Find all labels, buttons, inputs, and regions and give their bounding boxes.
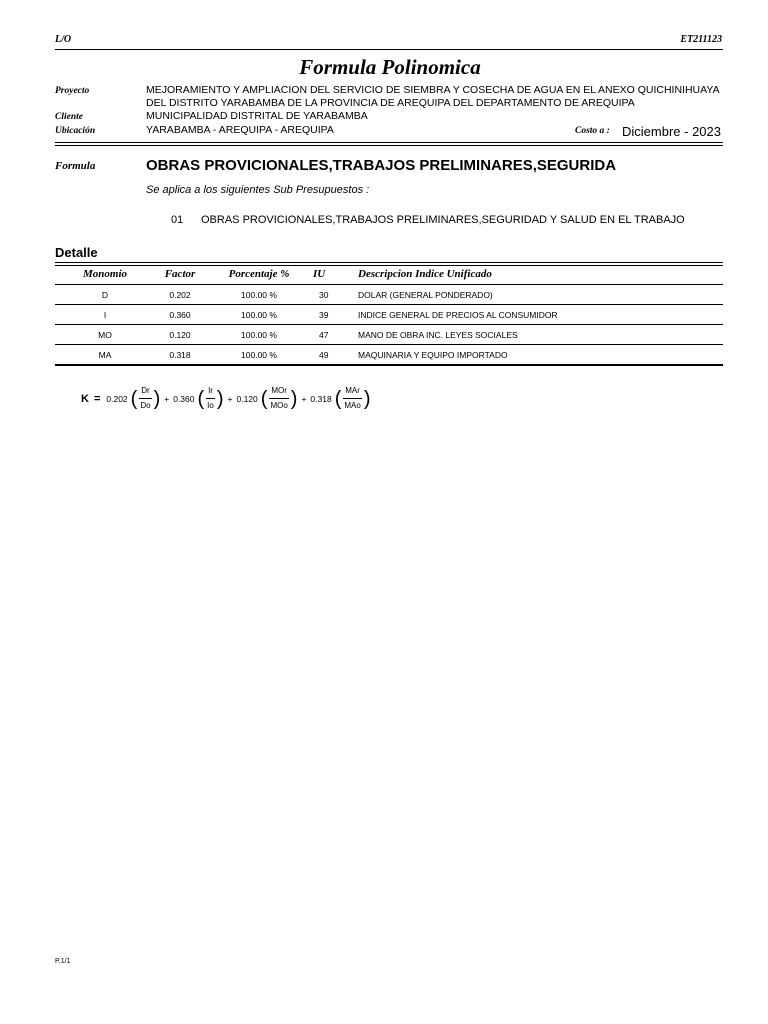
equals-sign: =	[93, 392, 101, 405]
cliente-label: Cliente	[55, 112, 83, 122]
fraction-numerator: MOr	[269, 386, 289, 399]
cell-factor: 0.318	[155, 345, 205, 366]
plus-sign: +	[227, 393, 233, 404]
table-row	[55, 325, 723, 345]
cell-factor: 0.360	[155, 305, 205, 325]
costo-fecha: Diciembre - 2023	[622, 124, 721, 139]
cell-porcentaje: 100.00 %	[205, 305, 313, 325]
paren-close: )	[290, 387, 298, 410]
info-divider-2	[55, 145, 723, 146]
cell-monomio: I	[55, 305, 155, 325]
cell-porcentaje: 100.00 %	[205, 345, 313, 366]
cell-monomio: D	[55, 285, 155, 305]
fraction-denominator: Do	[140, 401, 151, 410]
sub-code: 01	[171, 214, 184, 226]
cell-iu: 49	[313, 345, 358, 366]
col-iu: IU	[313, 264, 358, 285]
cell-descripcion: DOLAR (GENERAL PONDERADO)	[358, 285, 723, 305]
fraction-denominator: MAo	[344, 401, 361, 410]
cell-monomio: MA	[55, 345, 155, 366]
term-coef: 0.202	[106, 393, 128, 404]
term-coef: 0.318	[310, 393, 332, 404]
cell-iu: 47	[313, 325, 358, 345]
fraction-denominator: MOo	[270, 401, 288, 410]
proyecto-line1: MEJORAMIENTO Y AMPLIACION DEL SERVICIO DE SIEMBRA Y COSECHA DE AGUA EN EL ANEXO QUICHINIHUAYA	[146, 84, 720, 96]
table-header-row	[55, 264, 723, 285]
term-coef: 0.120	[236, 393, 258, 404]
term-fraction	[342, 386, 362, 411]
table-row	[55, 345, 723, 366]
cell-factor: 0.120	[155, 325, 205, 345]
fraction-numerator: Ir	[206, 386, 215, 399]
k-symbol: K	[81, 392, 89, 405]
proyecto-line2: DEL DISTRITO YARABAMBA DE LA PROVINCIA DE AREQUIPA DEL DEPARTAMENTO DE AREQUIPA	[146, 97, 635, 109]
proyecto-label: Proyecto	[55, 86, 90, 96]
fraction-denominator: Io	[207, 401, 214, 410]
col-porcentaje: Porcentaje %	[205, 264, 313, 285]
table-row	[55, 305, 723, 325]
formula-name: OBRAS PROVICIONALES,TRABAJOS PRELIMINARES,SEGURIDA	[146, 157, 617, 174]
cell-iu: 39	[313, 305, 358, 325]
polynomial-formula	[81, 386, 371, 411]
aplica-text: Se aplica a los siguientes Sub Presupuestos :	[146, 184, 370, 196]
cell-monomio: MO	[55, 325, 155, 345]
cell-porcentaje: 100.00 %	[205, 325, 313, 345]
cliente-value: MUNICIPALIDAD DISTRITAL DE YARABAMBA	[146, 110, 368, 122]
term-fraction	[205, 386, 216, 411]
header-left-code: L/O	[55, 34, 72, 45]
fraction-numerator: Dr	[139, 386, 151, 399]
term-fraction	[268, 386, 289, 411]
term-fraction	[138, 386, 152, 411]
plus-sign: +	[164, 393, 170, 404]
cell-iu: 30	[313, 285, 358, 305]
info-divider-1	[55, 142, 723, 143]
term-coef: 0.360	[173, 393, 195, 404]
ubicacion-value: YARABAMBA - AREQUIPA - AREQUIPA	[146, 124, 334, 136]
ubicacion-label: Ubicación	[55, 126, 96, 136]
paren-open: (	[334, 387, 342, 410]
cell-descripcion: MANO DE OBRA INC. LEYES SOCIALES	[358, 325, 723, 345]
paren-open: (	[260, 387, 268, 410]
cell-descripcion: MAQUINARIA Y EQUIPO IMPORTADO	[358, 345, 723, 366]
cell-factor: 0.202	[155, 285, 205, 305]
costo-label: Costo a :	[575, 126, 610, 136]
fraction-numerator: MAr	[343, 386, 362, 399]
formula-label: Formula	[55, 160, 96, 172]
table-row	[55, 285, 723, 305]
col-monomio: Monomio	[55, 264, 155, 285]
paren-open: (	[197, 387, 205, 410]
paren-open: (	[130, 387, 138, 410]
paren-close: )	[153, 387, 161, 410]
header-right-code: ET211123	[680, 34, 722, 45]
page-number: P.1/1	[55, 958, 71, 965]
detalle-table	[55, 264, 723, 366]
cell-descripcion: INDICE GENERAL DE PRECIOS AL CONSUMIDOR	[358, 305, 723, 325]
header-divider	[55, 49, 723, 50]
page-title: Formula Polinomica	[299, 55, 481, 79]
col-descripcion: Descripcion Indice Unificado	[358, 264, 723, 285]
detalle-divider-1	[55, 262, 723, 263]
plus-sign: +	[301, 393, 307, 404]
sub-name: OBRAS PROVICIONALES,TRABAJOS PRELIMINARES,SEGURIDAD Y SALUD EN EL TRABAJO	[201, 214, 685, 226]
paren-close: )	[216, 387, 224, 410]
cell-porcentaje: 100.00 %	[205, 285, 313, 305]
detalle-title: Detalle	[55, 245, 98, 260]
col-factor: Factor	[155, 264, 205, 285]
paren-close: )	[363, 387, 371, 410]
